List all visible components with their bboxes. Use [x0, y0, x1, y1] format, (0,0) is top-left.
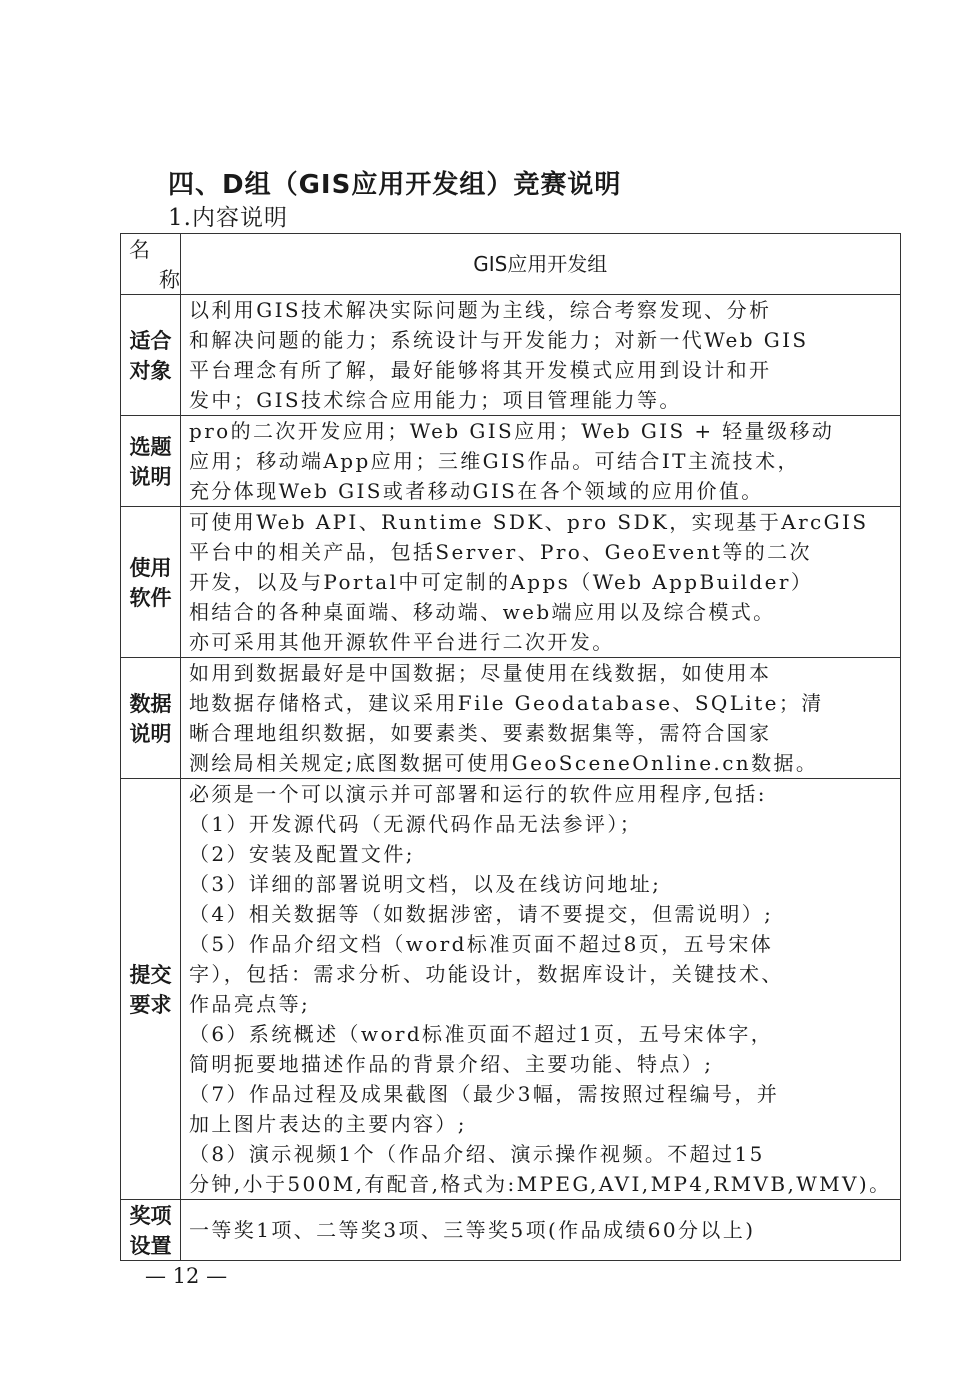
content-line: （2）安装及配置文件; — [189, 842, 415, 866]
content-line: （8）演示视频1个（作品介绍、演示操作视频。不超过15 — [189, 1142, 765, 1166]
row-content — [181, 416, 901, 507]
row-label: 数据说明 — [121, 658, 181, 779]
content-line: 应用；移动端App应用；三维GIS作品。可结合IT主流技术， — [189, 449, 800, 473]
content-line: （6）系统概述（word标准页面不超过1页，五号宋体字， — [189, 1022, 774, 1046]
content-line: （4）相关数据等（如数据涉密，请不要提交，但需说明）; — [189, 902, 774, 926]
content-line: 字），包括：需求分析、功能设计，数据库设计，关键技术、 — [189, 962, 784, 986]
table-row — [121, 1200, 901, 1261]
table-header-row — [121, 234, 901, 295]
content-line: （1）开发源代码（无源代码作品无法参评）； — [189, 812, 643, 836]
row-content — [181, 507, 901, 658]
table-row — [121, 416, 901, 507]
subsection-heading: 1.内容说明 — [168, 205, 288, 231]
header-label-char: 名 — [129, 238, 150, 262]
content-line: 平台中的相关产品，包括Server、Pro、GeoEvent等的二次 — [189, 540, 812, 564]
row-label: 适合对象 — [121, 295, 181, 416]
content-line: 如用到数据最好是中国数据；尽量使用在线数据，如使用本 — [189, 661, 772, 685]
page-number: — 12 — — [145, 1264, 228, 1288]
table-row — [121, 658, 901, 779]
content-line: 必须是一个可以演示并可部署和运行的软件应用程序,包括: — [189, 782, 767, 806]
content-line: 亦可采用其他开源软件平台进行二次开发。 — [189, 630, 615, 654]
content-line: 地数据存储格式，建议采用File Geodatabase、SQLite；清 — [189, 691, 824, 715]
table-row — [121, 507, 901, 658]
content-table — [120, 233, 901, 1261]
content-line: 充分体现Web GIS或者移动GIS在各个领域的应用价值。 — [189, 479, 764, 503]
content-line: 测绘局相关规定;底图数据可使用GeoSceneOnline.cn数据。 — [189, 751, 819, 775]
content-line: 开发，以及与Portal中可定制的Apps（Web AppBuilder） — [189, 570, 814, 594]
content-line: 加上图片表达的主要内容）; — [189, 1112, 467, 1136]
row-content — [181, 1200, 901, 1261]
row-label: 使用软件 — [121, 507, 181, 658]
content-line: 作品亮点等; — [189, 992, 311, 1016]
row-label: 提交要求 — [121, 779, 181, 1200]
content-line: （5）作品介绍文档（word标准页面不超过8页，五号宋体 — [189, 932, 774, 956]
content-line: 和解决问题的能力；系统设计与开发能力；对新一代Web GIS — [189, 328, 809, 352]
content-line: 晰合理地组织数据，如要素类、要素数据集等，需符合国家 — [189, 721, 772, 745]
header-label-cell — [121, 234, 181, 295]
content-line: 相结合的各种桌面端、移动端、web端应用以及综合模式。 — [189, 600, 776, 624]
content-line: pro的二次开发应用；Web GIS应用；Web GIS + 轻量级移动 — [189, 419, 835, 443]
header-label-char: 称 — [159, 268, 180, 292]
header-value-cell: GIS应用开发组 — [181, 234, 901, 295]
content-line: （7）作品过程及成果截图（最少3幅，需按照过程编号，并 — [189, 1082, 780, 1106]
content-line: 可使用Web API、Runtime SDK、pro SDK，实现基于ArcGIS — [189, 510, 869, 534]
table-row — [121, 295, 901, 416]
row-content — [181, 295, 901, 416]
content-line: 发中；GIS技术综合应用能力；项目管理能力等。 — [189, 388, 682, 412]
table-row — [121, 779, 901, 1200]
row-label: 奖项设置 — [121, 1200, 181, 1261]
content-line: 简明扼要地描述作品的背景介绍、主要功能、特点）; — [189, 1052, 714, 1076]
row-label: 选题说明 — [121, 416, 181, 507]
content-line: 分钟,小于500M,有配音,格式为:MPEG,AVI,MP4,RMVB,WMV)。 — [189, 1172, 892, 1196]
content-line: 平台理念有所了解，最好能够将其开发模式应用到设计和开 — [189, 358, 772, 382]
section-heading: 四、D组（GIS应用开发组）竞赛说明 — [168, 170, 622, 200]
row-content — [181, 779, 901, 1200]
content-line: （3）详细的部署说明文档，以及在线访问地址; — [189, 872, 662, 896]
content-line: 一等奖1项、二等奖3项、三等奖5项(作品成绩60分以上) — [189, 1218, 756, 1242]
content-line: 以利用GIS技术解决实际问题为主线，综合考察发现、分析 — [189, 298, 772, 322]
row-content — [181, 658, 901, 779]
